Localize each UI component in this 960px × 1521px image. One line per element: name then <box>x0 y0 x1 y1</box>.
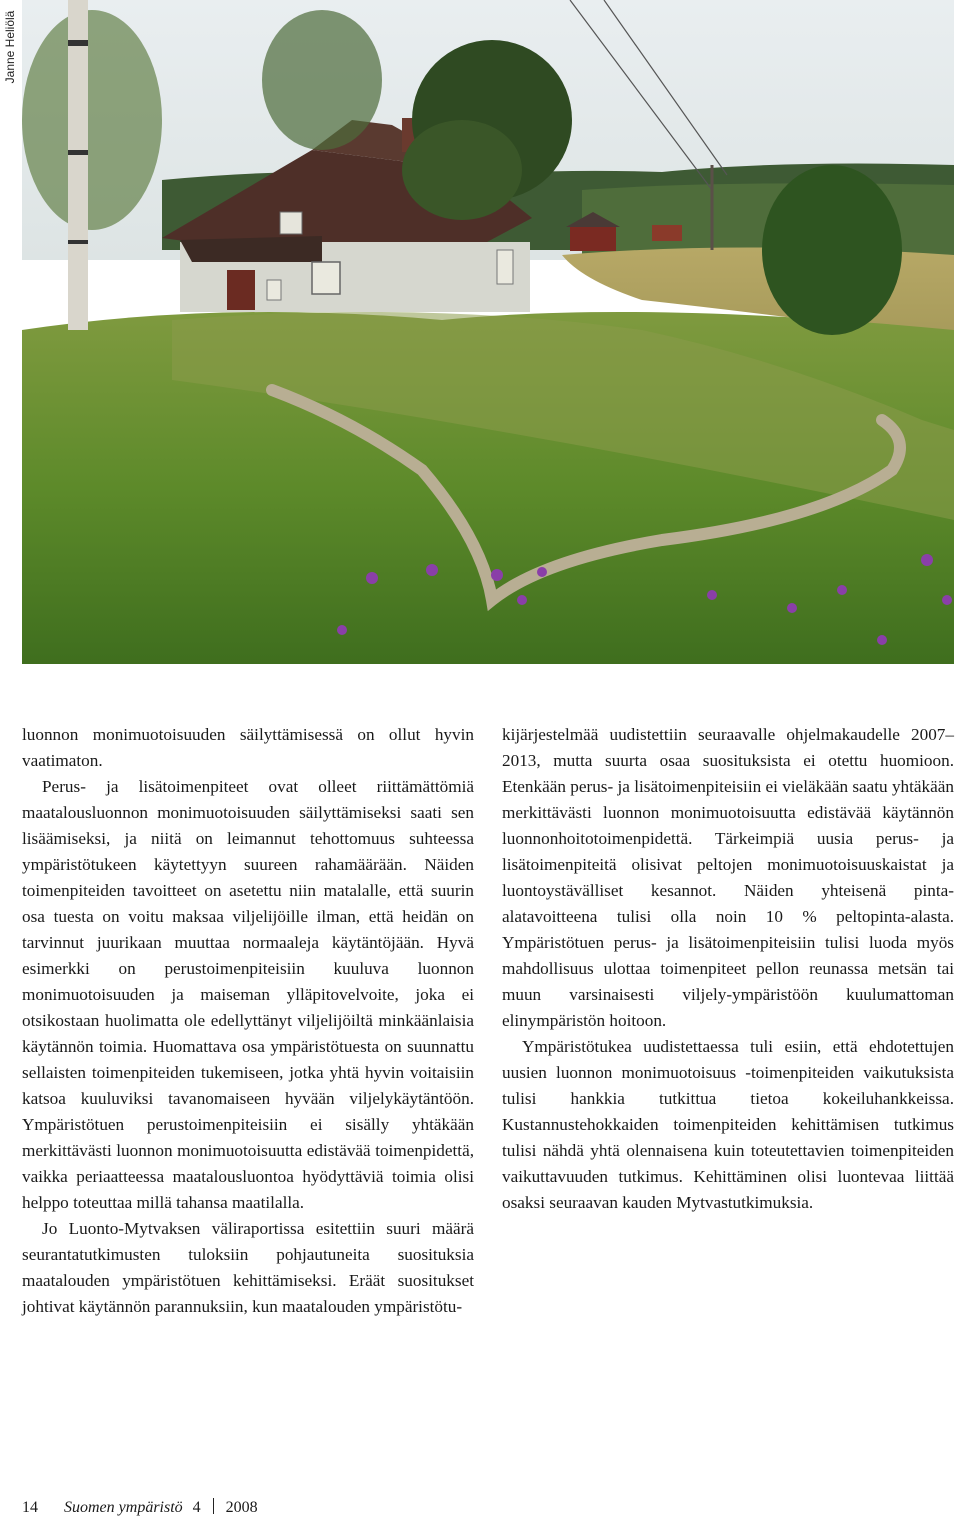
publication-year: 2008 <box>225 1499 258 1516</box>
issue-number: 4 <box>192 1499 201 1516</box>
journal-title: Suomen ympäristö <box>64 1499 183 1516</box>
paragraph: Jo Luonto-Mytvaksen väliraportissa esitettiin suuri määrä seurantatutkimusten tuloksiin pohjautuneita suosituksia maatalouden ympäristötuen kehittämiseksi. Eräät suositukset johtivat käytännön parannuksiin, kun maatalouden ympäristötu- <box>22 1219 474 1316</box>
photo-credit-text: Janne Heliölä <box>3 10 17 84</box>
footer-divider <box>213 1498 214 1514</box>
landscape-illustration <box>22 0 954 664</box>
right-text-column <box>502 722 954 1216</box>
farmhouse-photo <box>22 0 954 664</box>
page-footer <box>22 1498 258 1517</box>
page-number: 14 <box>22 1499 38 1516</box>
left-text-column <box>22 722 474 1320</box>
paragraph: luonnon monimuotoisuuden säilyttämisessä on ollut hyvin vaatimaton. <box>22 725 474 770</box>
paragraph: Ympäristötukea uudistettaessa tuli esiin, että ehdotettujen uusien luonnon monimuotoisuus -toimenpiteiden vaikutuksista tulisi hankkia tutkittua tietoa kokeiluhankkeissa. Kustannustehokkaiden toimenpiteiden kehittämisen tutkimus tulisi nähdä yhtä olennaisena kuin toteutettavien toimenpiteiden vaikuttavuuden tutkimus. Kehittäminen olisi luontevaa liittää osaksi seuraavan kauden Mytvastutkimuksia. <box>502 1037 954 1212</box>
photo-credit <box>0 0 20 100</box>
paragraph: Perus- ja lisätoimenpiteet ovat olleet riittämättömiä maatalousluonnon monimuotoisuuden säilyttämiseksi saati sen lisäämiseksi, ja niitä on leimannut tehottomuus suhteessa ympäristötukeen käytettyyn suureen rahamäärään. Näiden toimenpiteiden tavoitteet on asetettu niin matalalle, että suurin osa tuesta on voitu maksaa viljelijöille ilman, että heidän on tarvinnut juurikaan muuttaa normaaleja käytäntöjään. Hyvä esimerkki on perustoimenpiteisiin kuuluva luonnon monimuotoisuuden ja maiseman ylläpitovelvoite, joka ei otsikostaan huolimatta ole edellyttänyt viljelijöiltä minkäänlaisia käytännön toimia. Huomattava osa ympäristötuesta on suunnattu sellaisten toimenpiteiden tukemiseen, jotka yhtä hyvin voitaisiin katsoa kuuluviksi tavanomaiseen hyvään viljelykäytäntöön. Ympäristötuen perustoimenpiteisiin ei sisälly yhtäkään merkittävästi luonnon monimuotoisuutta edistävää toimenpidettä, vaikka periaatteessa maatalousluontoa hyödyttäviä toimia olisi helppo toteuttaa millä tahansa maatilalla. <box>22 777 474 1212</box>
paragraph: kijärjestelmää uudistettiin seuraavalle ohjelmakaudelle 2007–2013, mutta suurta osaa suosituksista ei otettu huomioon. Etenkään perus- ja lisätoimenpiteisiin ei vieläkään saatu yhtäkään merkittävästi luonnon monimuotoisuutta edistävää käytännön luonnonhoitotoimenpidettä. Tärkeimpiä uusia perus- ja lisätoimenpiteitä olisivat peltojen monimuotoisuuskaistat ja luontoystävälliset kesannot. Näiden yhteisenä pinta-alatavoitteena tulisi olla noin 10 % peltopinta-alasta. Ympäristötuen perus- ja lisätoimenpiteisiin tulisi luoda myös mahdollisuus ulottaa toimenpiteet pellon reunassa metsän tai muun varsinaisesti viljely-ympäristöön kuulumattoman elinympäristön hoitoon. <box>502 725 954 1030</box>
